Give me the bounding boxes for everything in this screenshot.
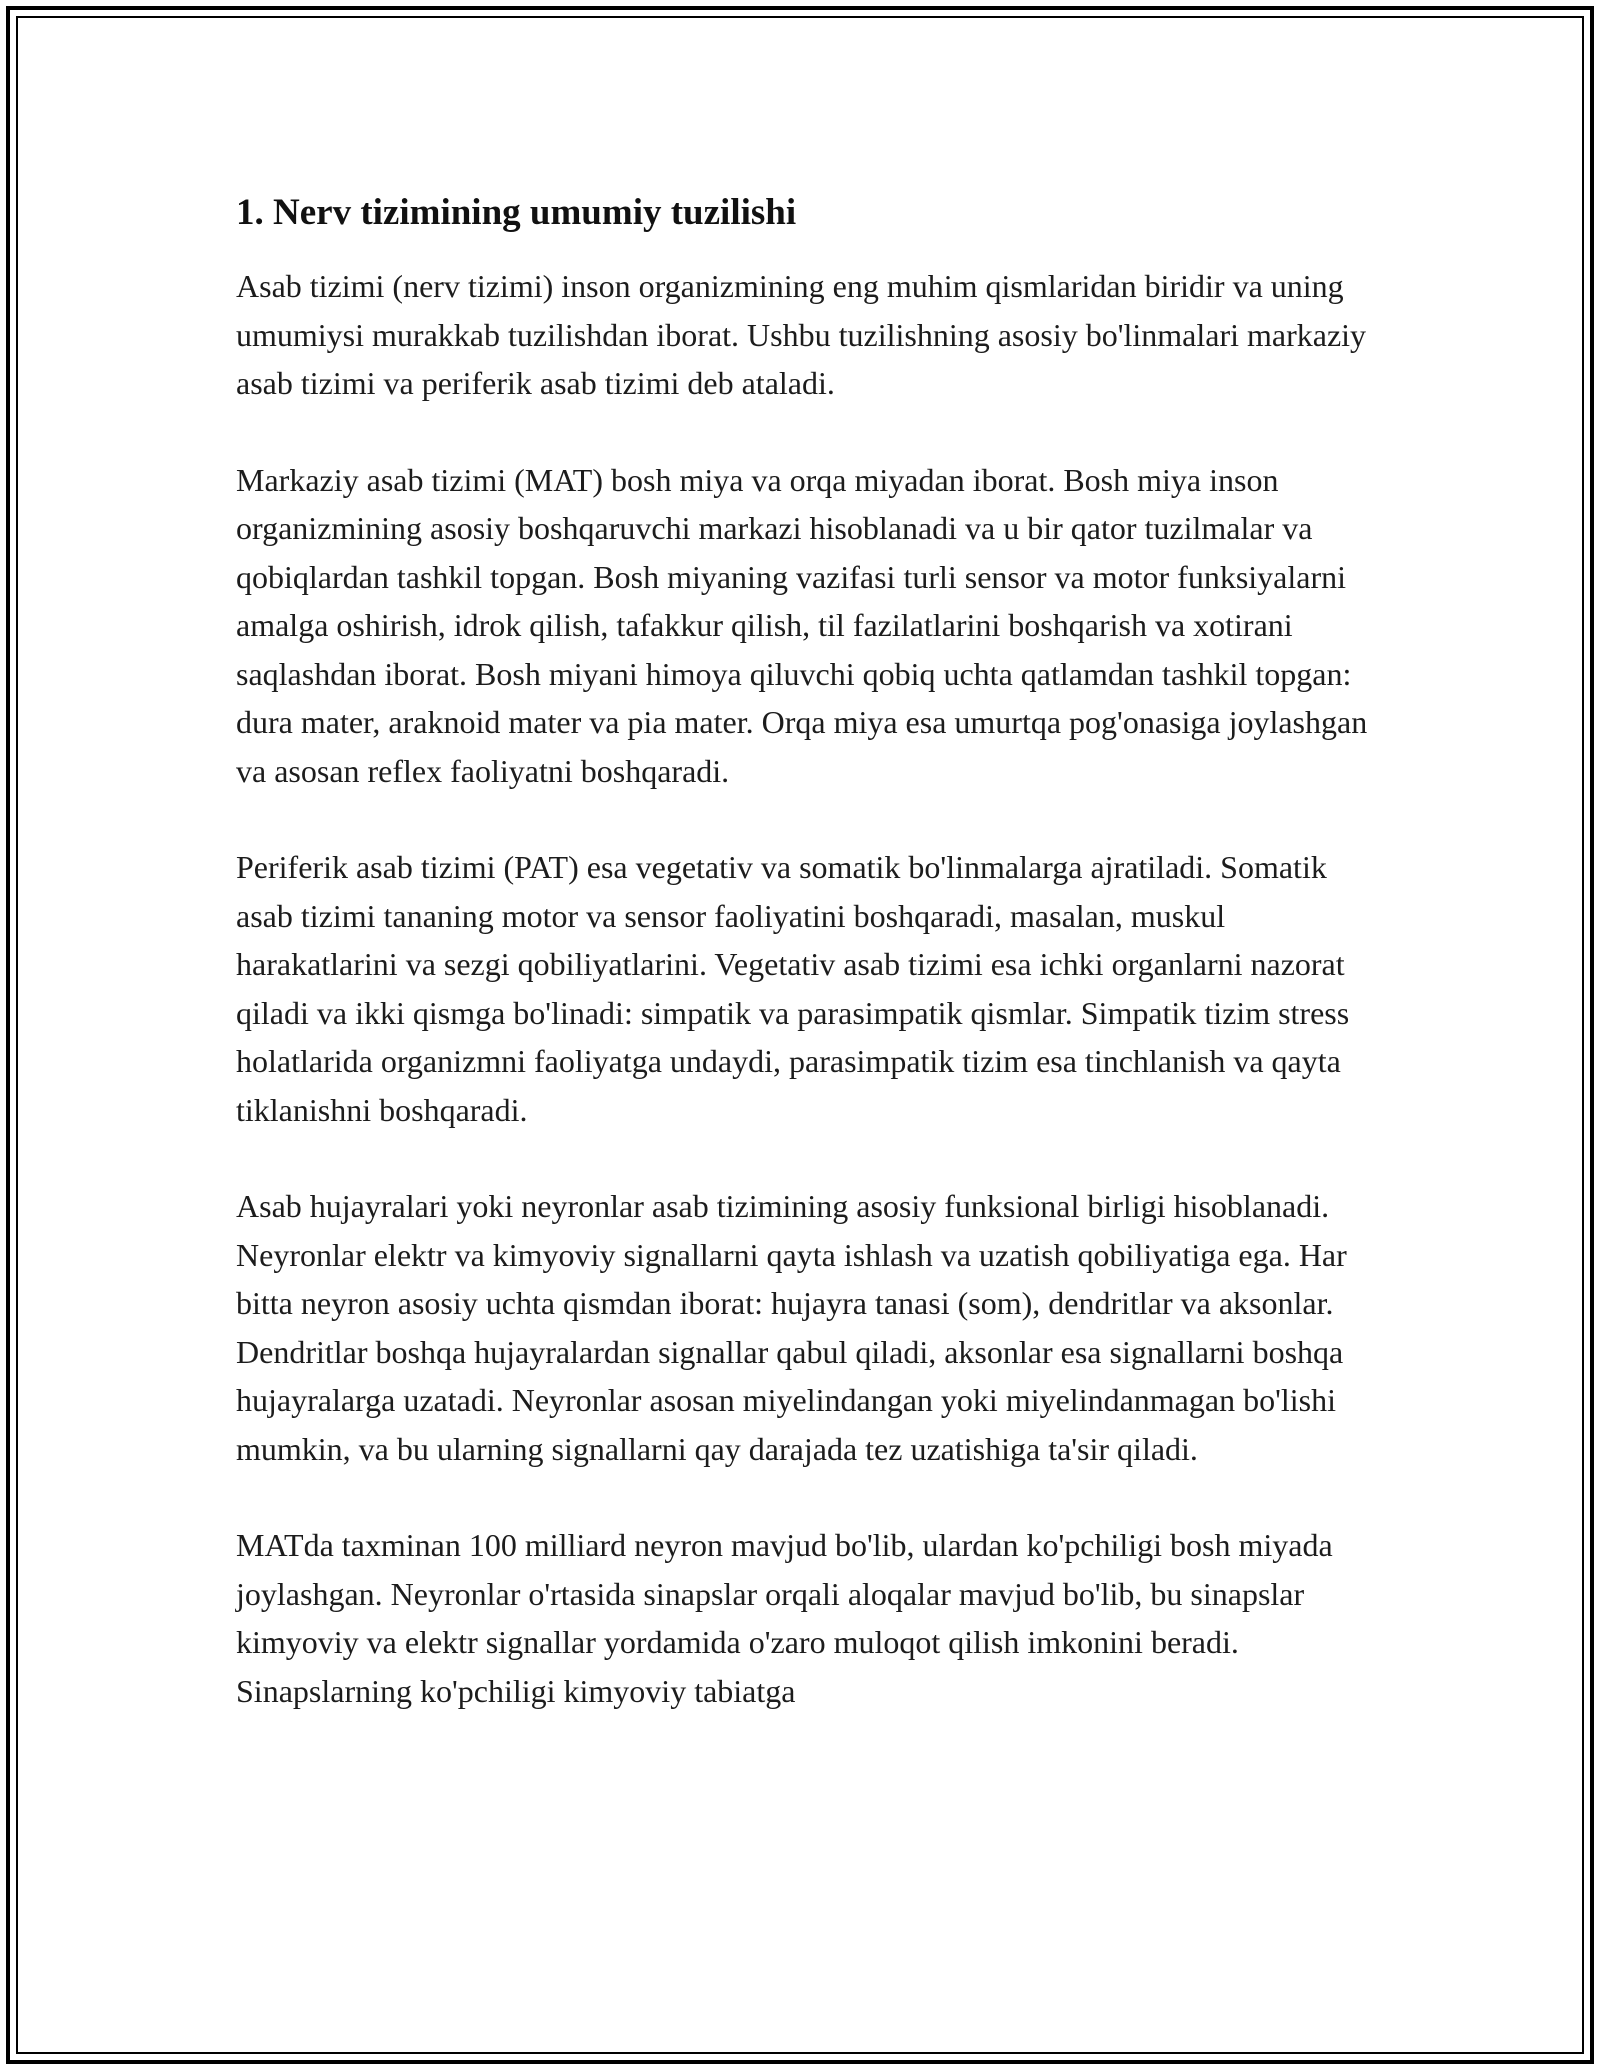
paragraph-peripheral-nervous-system: Periferik asab tizimi (PAT) esa vegetativ va somatik bo'linmalarga ajratiladi. Somatik asab tizimi tananing motor va sensor faoliyatini boshqaradi, masalan, muskul harakatlarini va sezgi qobiliyatlarini. Vegetativ asab tizimi esa ichki organlarni nazorat qiladi va ikki qismga bo'linadi: simpatik va parasimpatik qismlar. Simpatik tizim stress holatlarida organizmni faoliyatga undaydi, parasimpatik tizim esa tinchlanish va qayta tiklanishni boshqaradi. [236,849,1350,1128]
paragraph-synapses: MATda taxminan 100 milliard neyron mavjud bo'lib, ulardan ko'pchiligi bosh miyada joylashgan. Neyronlar o'rtasida sinapslar orqali aloqalar mavjud bo'lib, bu sinapslar kimyoviy va elektr signallar yordamida o'zaro muloqot qilish imkonini beradi. Sinapslarning ko'pchiligi kimyoviy tabiatga [236,1527,1333,1709]
paragraph-neurons: Asab hujayralari yoki neyronlar asab tizimining asosiy funksional birligi hisoblanadi. Neyronlar elektr va kimyoviy signallarni qayta ishlash va uzatish qobiliyatiga ega. Har bitta neyron asosiy uchta qismdan iborat: hujayra tanasi (som), dendritlar va aksonlar. Dendritlar boshqa hujayralardan signallar qabul qiladi, aksonlar esa signallarni boshqa hujayralarga uzatadi. Neyronlar asosan miyelindangan yoki miyelindanmagan bo'lishi mumkin, va bu ularning signallarni qay darajada tez uzatishiga ta'sir qiladi. [236,1188,1347,1467]
section-heading: 1. Nerv tizimining umumiy tuzilishi [236,192,797,233]
document-body [236,186,1376,1763]
paragraph-intro: Asab tizimi (nerv tizimi) inson organizmining eng muhim qismlaridan biridir va uning umumiysi murakkab tuzilishdan iborat. Ushbu tuzilishning asosiy bo'linmalari markaziy asab tizimi va periferik asab tizimi deb ataladi. [236,268,1367,401]
paragraph-central-nervous-system: Markaziy asab tizimi (MAT) bosh miya va orqa miyadan iborat. Bosh miya inson organizmining asosiy boshqaruvchi markazi hisoblanadi va u bir qator tuzilmalar va qobiqlardan tashkil topgan. Bosh miyaning vazifasi turli sensor va motor funksiyalarni amalga oshirish, idrok qilish, tafakkur qilish, til fazilatlarini boshqarish va xotirani saqlashdan iborat. Bosh miyani himoya qiluvchi qobiq uchta qatlamdan tashkil topgan: dura mater, araknoid mater va pia mater. Orqa miya esa umurtqa pog'onasiga joylashgan va asosan reflex faoliyatni boshqaradi. [236,461,1368,789]
